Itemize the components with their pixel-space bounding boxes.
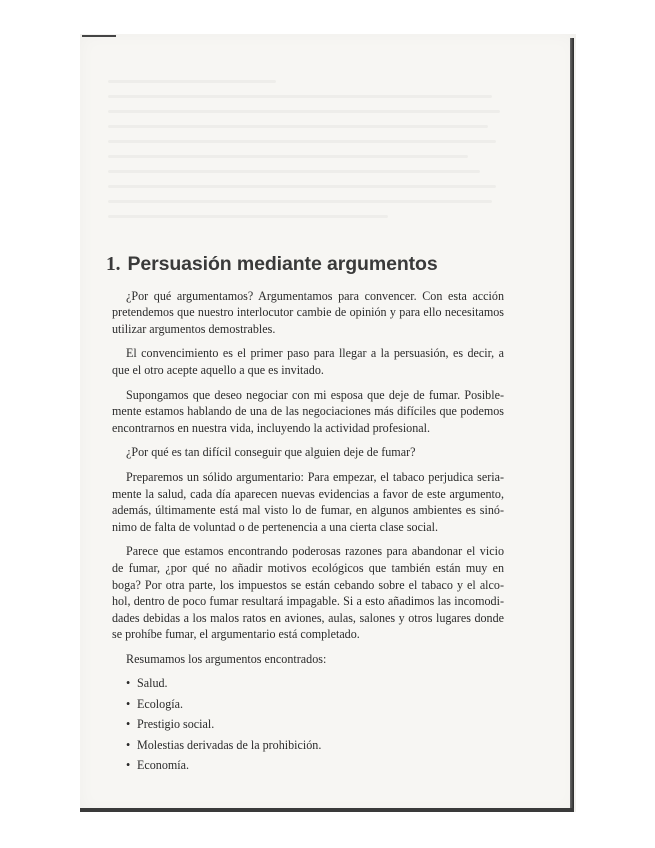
list-item: • Molestias derivadas de la prohibición. [126,737,322,752]
paragraph-summary-intro: Resumamos los argumentos encontrados: [126,651,327,666]
list-item: • Ecología. [126,696,184,711]
bullet-icon: • [126,737,131,752]
arguments-list [112,675,504,773]
paragraph-argumentario: Preparemos un sólido argumentario: Para empezar, el tabaco perjudica seriamente la salud, cada día aparecen nuevas evidencias a favor de este argumento, además, últimamente está mal visto lo de fumar, en algunos ambientes es sinónimo de falta de voluntad o de pertenencia a una cierta clase social. [112,469,504,534]
list-item: • Economía. [126,758,190,773]
section-number: 1. [106,254,121,275]
show-through-text [108,80,508,260]
page-content [106,253,504,778]
bullet-icon: • [126,676,131,691]
paragraph-conviction: El convencimiento es el primer paso para llegar a la persuasión, es decir, a que el otro acepte aquello a que es invitado. [112,346,504,377]
paragraph-question: ¿Por qué es tan difícil conseguir que alguien deje de fumar? [126,445,416,460]
page-right-edge [570,38,574,808]
bullet-icon: • [126,758,131,773]
page-bottom-edge [80,808,574,812]
bullet-icon: • [126,696,131,711]
paragraph-negotiation-example: Supongamos que deseo negociar con mi esposa que deje de fumar. Posiblemente estamos hablando de una de las negociaciones más difíciles que podemos encontrarnos en nuestra vida, incluyendo la actividad profesional. [112,387,504,435]
page-top-edge [82,35,116,37]
section-title: Persuasión mediante argumentos [127,253,438,275]
section-heading [106,253,504,275]
list-item: • Salud. [126,676,168,691]
bullet-icon: • [126,717,131,732]
paragraph-reasons: Parece que estamos encontrando poderosas razones para abandonar el vicio de fumar, ¿por qué no añadir motivos ecológicos que también están muy en boga? Por otra parte, los impuestos se están cebando sobre el tabaco y el alcohol, dentro de poco fumar resultará impagable. Si a esto añadimos las incomodidades debidas a los malos ratos en aviones, aulas, salones y otros lugares donde se prohíbe fumar, el argumentario está completado. [112,544,504,642]
paragraph-why-argue: ¿Por qué argumentamos? Argumentamos para convencer. Con esta acción pretendemos que nuestro interlocutor cambie de opinión y para ello necesitamos utilizar argumentos demostrables. [112,288,504,336]
list-item: • Prestigio social. [126,717,215,732]
